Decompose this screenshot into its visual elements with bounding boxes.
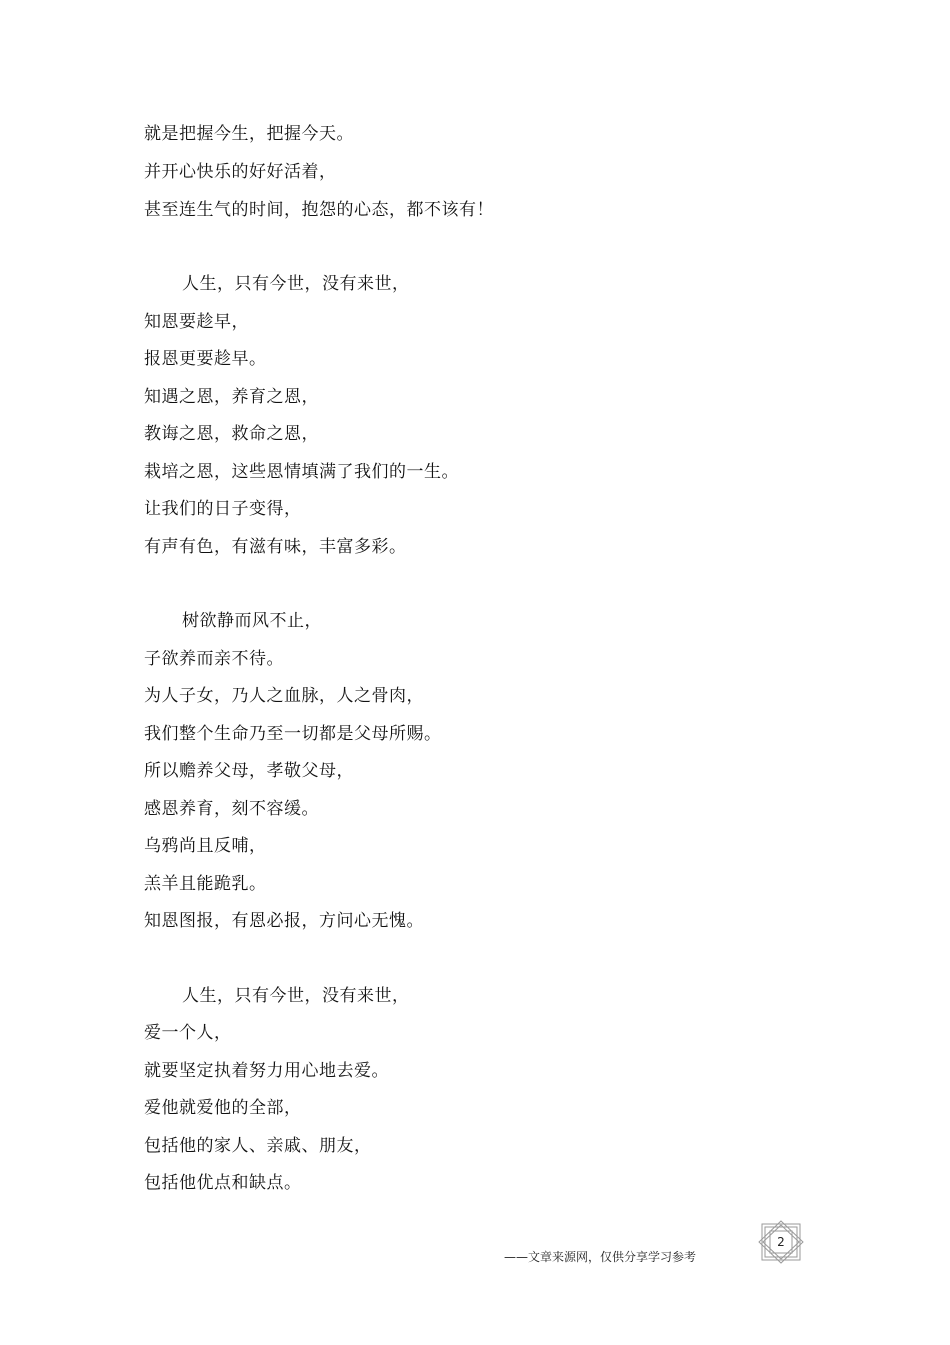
- text-line: 爱他就爱他的全部，: [144, 1098, 302, 1118]
- text-line: 就要坚定执着努力用心地去爱。: [144, 1061, 389, 1081]
- text-line: 包括他的家人、亲戚、朋友，: [144, 1136, 372, 1156]
- text-line: 甚至连生气的时间，抱怨的心态，都不该有！: [144, 200, 494, 220]
- text-line: 有声有色，有滋有味，丰富多彩。: [144, 537, 407, 557]
- text-line: 并开心快乐的好好活着，: [144, 162, 337, 182]
- text-line: 教诲之恩，救命之恩，: [144, 424, 319, 444]
- text-line: 爱一个人，: [144, 1023, 232, 1043]
- text-line: 乌鸦尚且反哺，: [144, 836, 267, 856]
- text-line: 知恩要趁早，: [144, 312, 249, 332]
- text-line: 就是把握今生，把握今天。: [144, 124, 354, 144]
- text-line: 栽培之恩，这些恩情填满了我们的一生。: [144, 462, 459, 482]
- text-line: 知遇之恩，养育之恩，: [144, 387, 319, 407]
- text-line: 为人子女，乃人之血脉，人之骨肉，: [144, 686, 424, 706]
- text-line: 我们整个生命乃至一切都是父母所赐。: [144, 724, 442, 744]
- text-line: 树欲静而风不止，: [182, 611, 322, 631]
- page-number: 2: [777, 1235, 785, 1249]
- text-line: 人生，只有今世，没有来世，: [182, 274, 410, 294]
- text-line: 感恩养育，刻不容缓。: [144, 799, 319, 819]
- text-line: 所以赡养父母，孝敬父母，: [144, 761, 354, 781]
- text-line: 羔羊且能跪乳。: [144, 874, 267, 894]
- text-line: 子欲养而亲不待。: [144, 649, 284, 669]
- text-line: 知恩图报，有恩必报，方问心无愧。: [144, 911, 424, 931]
- footer-source-note: ——文章来源网，仅供分享学习参考: [504, 1250, 697, 1264]
- text-line: 人生，只有今世，没有来世，: [182, 986, 410, 1006]
- page-number-badge: [756, 1220, 806, 1264]
- text-line: 包括他优点和缺点。: [144, 1173, 302, 1193]
- text-line: 让我们的日子变得，: [144, 499, 302, 519]
- text-line: 报恩更要趁早。: [144, 349, 267, 369]
